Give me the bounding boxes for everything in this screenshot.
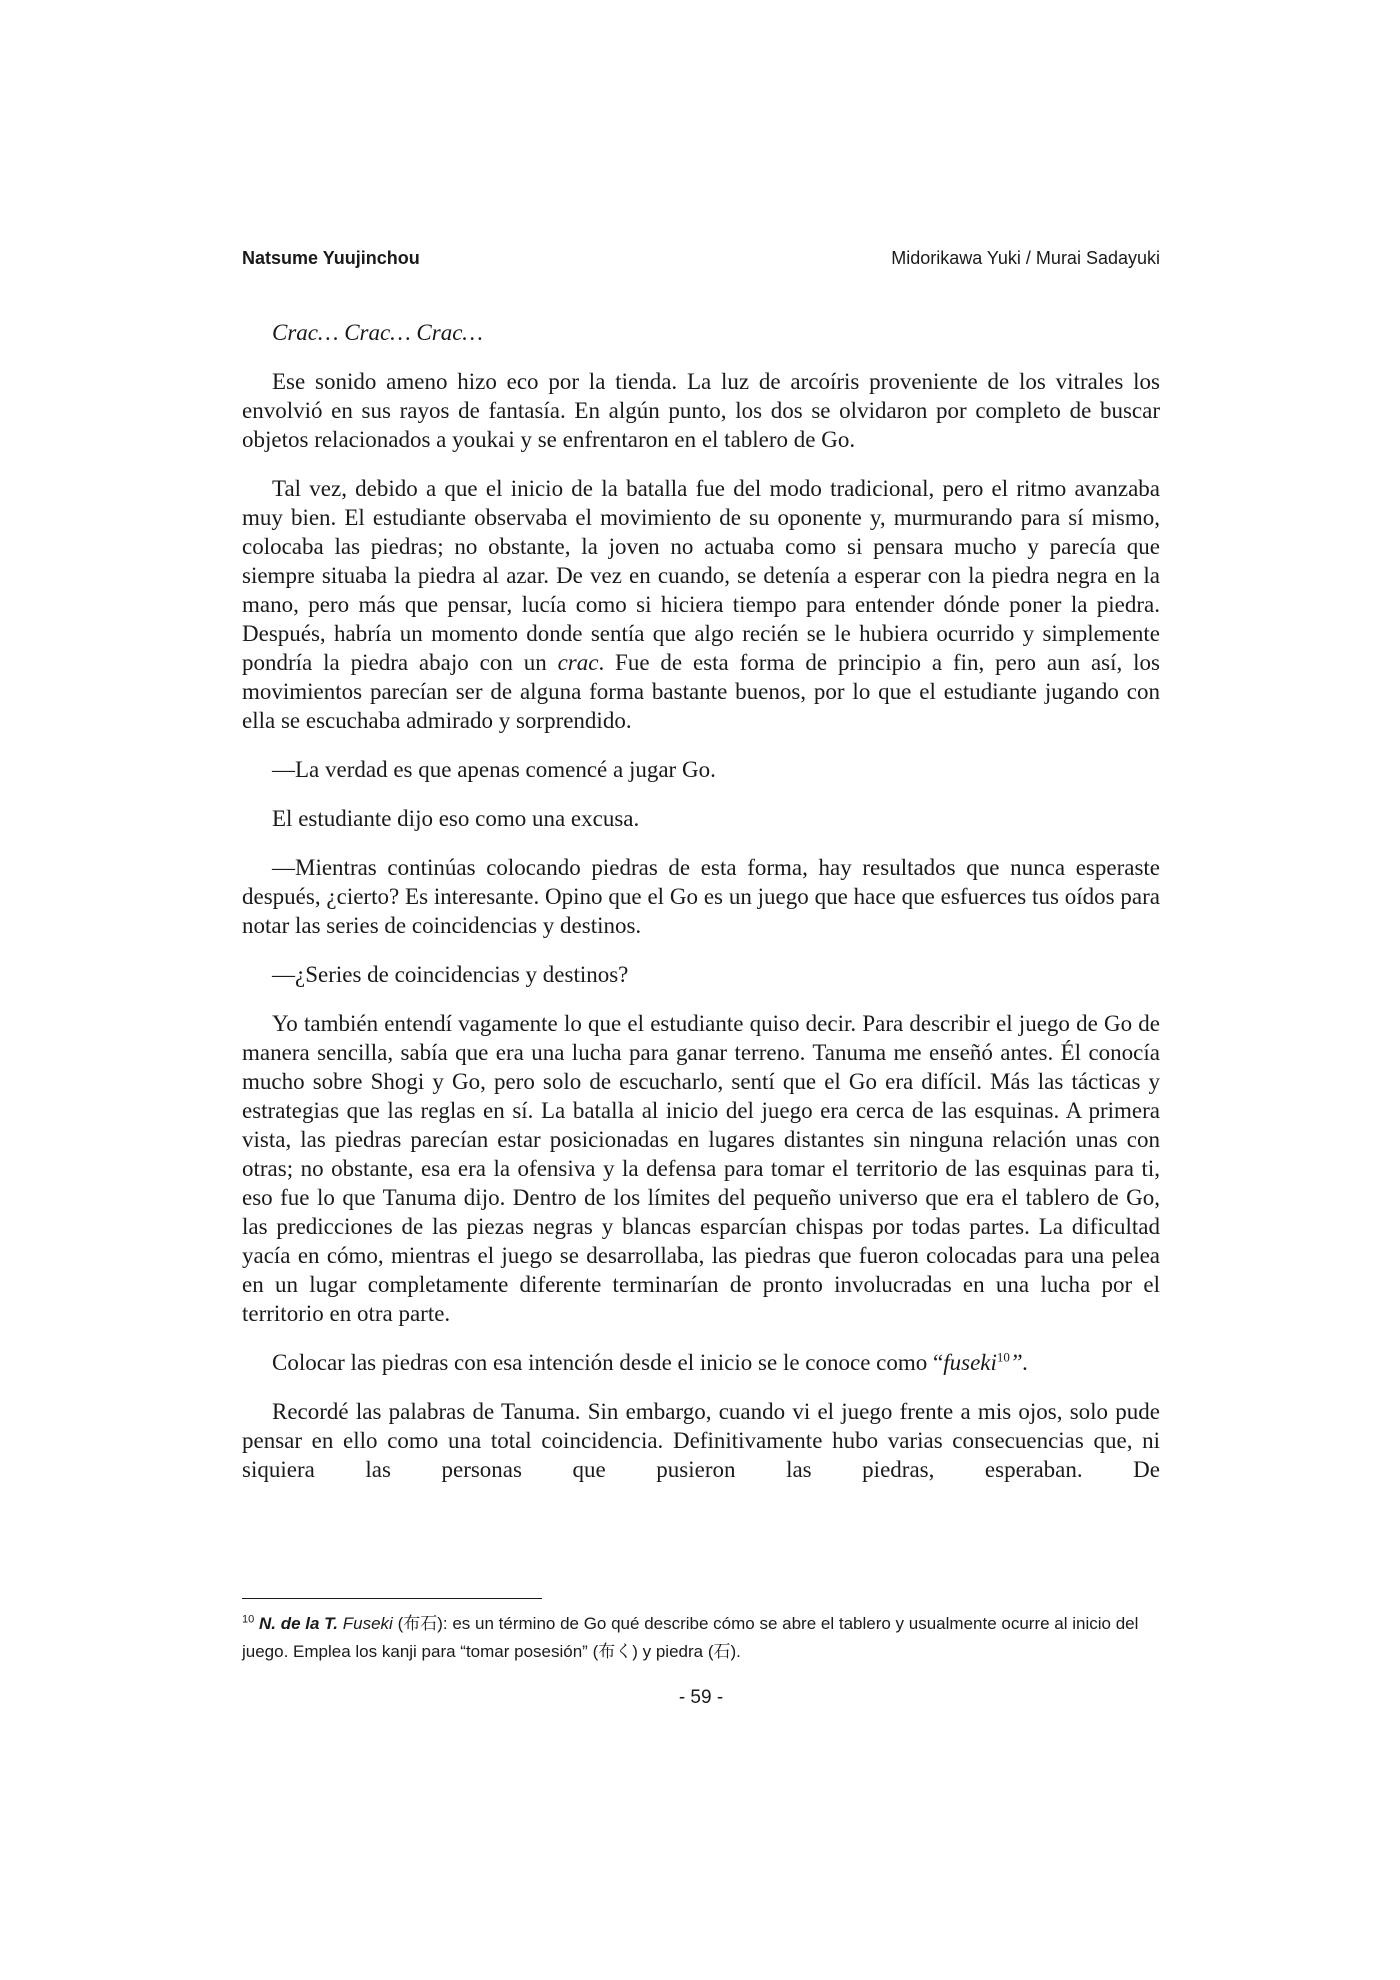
document-page: [242, 0, 1160, 1980]
body-text: [242, 318, 1160, 1504]
paragraph-3: Tal vez, debido a que el inicio de la batalla fue del modo tradicional, pero el ritmo avanzaba muy bien. El estudiante observaba el movimiento de su oponente y, murmurando para sí mismo, colocaba las piedras; no obstante, la joven no actuaba como si pensara mucho y parecía que siempre situaba la piedra al azar. De vez en cuando, se detenía a esperar con la piedra negra en la mano, pero más que pensar, lucía como si hiciera tiempo para entender dónde poner la piedra. Después, habría un momento donde sentía que algo recién se le hubiera ocurrido y simplemente pondría la piedra abajo con un crac. Fue de esta forma de principio a fin, pero aun así, los movimientos parecían ser de alguna forma bastante buenos, por lo que el estudiante jugando con ella se escuchaba admirado y sorprendido.: [242, 476, 1160, 733]
header-authors: Midorikawa Yuki / Murai Sadayuki: [891, 248, 1160, 268]
footnote-kanji-posesion: (布く): [592, 1642, 638, 1661]
paragraph-6: —Mientras continúas colocando piedras de esta forma, hay resultados que nunca esperaste después, ¿cierto? Es interesante. Opino que el Go es un juego que hace que esfuerces tus oídos para notar las series de coincidencias y destinos.: [242, 855, 1160, 938]
page-number: - 59 -: [678, 1687, 724, 1708]
footnote-kanji-piedra: (石): [707, 1642, 737, 1661]
footnote-term: Fuseki: [342, 1614, 393, 1633]
paragraph-7: —¿Series de coincidencias y destinos?: [272, 962, 629, 987]
paragraph-5: El estudiante dijo eso como una excusa.: [272, 806, 640, 831]
running-header: [242, 246, 1160, 270]
paragraph-10: Recordé las palabras de Tanuma. Sin embargo, cuando vi el juego frente a mis ojos, solo pude pensar en ello como una total coincidencia. Definitivamente hubo varias consecuencias que, ni siquiera las personas que pusieron las piedras, esperaban. De: [242, 1399, 1160, 1482]
emphasis-crac: crac: [557, 650, 599, 675]
footnote-number: 10: [242, 1613, 255, 1626]
paragraph-8: Yo también entendí vagamente lo que el estudiante quiso decir. Para describir el juego de Go de manera sencilla, sabía que era una lucha para ganar terreno. Tanuma me enseñó antes. Él conocía mucho sobre Shogi y Go, pero solo de escucharlo, sentí que el Go era difícil. Más las tácticas y estrategias que las reglas en sí. La batalla al inicio del juego era cerca de las esquinas. A primera vista, las piedras parecían estar posicionadas en lugares distantes sin ninguna relación unas con otras; no obstante, esa era la ofensiva y la defensa para tomar el territorio de las esquinas para ti, eso fue lo que Tanuma dijo. Dentro de los límites del pequeño universo que era el tablero de Go, las predicciones de las piezas negras y blancas esparcían chispas por todas partes. La dificultad yacía en cómo, mientras el juego se desarrollaba, las piedras que fueron colocadas para una pelea en un lugar completamente diferente terminarían de pronto involucradas en una lucha por el territorio en otra parte.: [242, 1011, 1160, 1326]
paragraph-1: [242, 318, 1160, 347]
onomatopoeia: Crac… Crac… Crac…: [272, 320, 483, 345]
header-title: Natsume Yuujinchou: [242, 248, 420, 268]
paragraph-4: —La verdad es que apenas comencé a jugar Go.: [272, 757, 716, 782]
paragraph-2: Ese sonido ameno hizo eco por la tienda. La luz de arcoíris proveniente de los vitrales los envolvió en sus rayos de fantasía. En algún punto, los dos se olvidaron por completo de buscar objetos relacionados a youkai y se enfrentaron en el tablero de Go.: [242, 369, 1160, 452]
footnote: $^{10}$ N. de la T. Fuseki (布石): es un término de Go qué describe cómo se abre el tablero y usualmente ocurre al inicio del juego. Emplea los kanji para “tomar posesión” (布く) y piedra (石).: [242, 1613, 1139, 1661]
footnote-divider: [242, 1598, 542, 1599]
footnote-kanji-fuseki: (布石): [397, 1614, 443, 1633]
footnote-reference[interactable]: 10: [996, 1349, 1010, 1365]
footnote-label: N. de la T.: [258, 1614, 339, 1633]
emphasis-fuseki: fuseki: [943, 1350, 997, 1375]
paragraph-9: Colocar las piedras con esa intención desde el inicio se le conoce como “fuseki$^{10}$”.: [272, 1349, 1029, 1375]
